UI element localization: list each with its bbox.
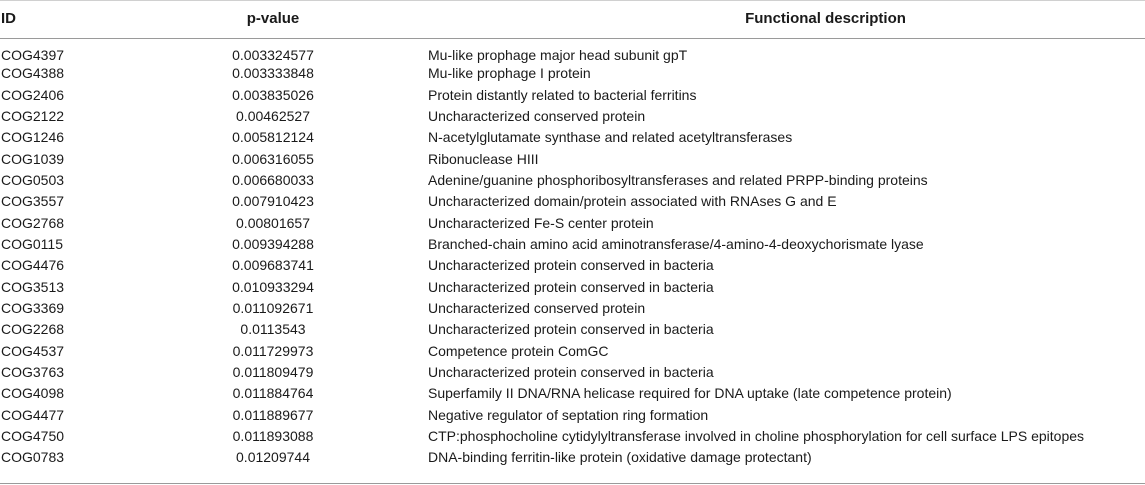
- table-row: [0, 169, 1145, 190]
- cell-description: Uncharacterized conserved protein: [428, 107, 646, 124]
- cell-p-value: 0.01209744: [236, 449, 310, 466]
- cell-id: COG0783: [1, 449, 65, 466]
- cell-description: Branched-chain amino acid aminotransferase/4-amino-4-deoxychorismate lyase: [428, 235, 924, 252]
- cell-p-value: 0.011729973: [232, 342, 314, 359]
- cell-description: Mu-like prophage I protein: [428, 65, 591, 82]
- cell-id: COG2768: [1, 214, 65, 231]
- cell-p-value: 0.003333848: [232, 65, 314, 82]
- cell-p-value: 0.00801657: [236, 214, 310, 231]
- cell-p-value: 0.011809479: [232, 363, 314, 380]
- cell-id: COG3763: [1, 363, 65, 380]
- cell-id: COG2268: [1, 321, 65, 338]
- cell-id: COG4750: [1, 428, 65, 445]
- cell-id: COG4537: [1, 342, 65, 359]
- cell-description: Adenine/guanine phosphoribosyltransferases and related PRPP-binding proteins: [428, 171, 928, 188]
- cell-p-value: 0.007910423: [232, 193, 314, 210]
- cell-id: COG2122: [1, 107, 65, 124]
- table-row: [0, 447, 1145, 468]
- cell-id: COG3557: [1, 193, 65, 210]
- table-row: [0, 361, 1145, 382]
- cell-p-value: 0.011092671: [232, 299, 314, 316]
- cell-p-value: 0.011893088: [232, 428, 314, 445]
- table-row: [0, 319, 1145, 340]
- table-body: [0, 38, 1145, 468]
- cell-description: Uncharacterized protein conserved in bacteria: [428, 257, 714, 274]
- table-header: [0, 0, 1145, 38]
- cell-id: COG4397: [1, 46, 65, 63]
- cell-id: COG0503: [1, 171, 65, 188]
- table-row: [0, 105, 1145, 126]
- header-functional-description: Functional description: [396, 0, 1145, 38]
- cell-description: Uncharacterized protein conserved in bacteria: [428, 321, 714, 338]
- cell-p-value: 0.006316055: [232, 150, 314, 167]
- table-row: [0, 404, 1145, 425]
- top-rule: [0, 0, 1145, 1]
- cell-id: COG3369: [1, 299, 65, 316]
- header-id: ID: [0, 0, 150, 38]
- table-row: [0, 63, 1145, 84]
- cell-id: COG4098: [1, 385, 65, 402]
- table-row: [0, 212, 1145, 233]
- cell-description: Uncharacterized protein conserved in bacteria: [428, 363, 714, 380]
- cell-p-value: 0.011884764: [232, 385, 314, 402]
- table-row: [0, 191, 1145, 212]
- cell-id: COG3513: [1, 278, 65, 295]
- cell-p-value: 0.003835026: [232, 86, 314, 103]
- cell-id: COG1039: [1, 150, 65, 167]
- cell-id: COG0115: [1, 235, 63, 252]
- table-row: [0, 148, 1145, 169]
- cell-id: COG4388: [1, 65, 65, 82]
- cell-description: Uncharacterized conserved protein: [428, 299, 646, 316]
- bottom-rule: [0, 483, 1145, 484]
- table-row: [0, 38, 1145, 63]
- header-p-value: p-value: [150, 0, 396, 38]
- cell-description: Ribonuclease HIII: [428, 150, 539, 167]
- cell-description: Superfamily II DNA/RNA helicase required for DNA uptake (late competence protein): [428, 385, 952, 402]
- cell-p-value: 0.009394288: [232, 235, 314, 252]
- cell-description: Negative regulator of septation ring formation: [428, 406, 709, 423]
- table-row: [0, 84, 1145, 105]
- table-row: [0, 255, 1145, 276]
- cell-id: COG4477: [1, 406, 65, 423]
- cell-description: N-acetylglutamate synthase and related acetyltransferases: [428, 129, 793, 146]
- cell-p-value: 0.006680033: [232, 171, 314, 188]
- cell-id: COG1246: [1, 129, 65, 146]
- cell-description: Uncharacterized protein conserved in bacteria: [428, 278, 714, 295]
- cell-description: Uncharacterized Fe-S center protein: [428, 214, 654, 231]
- cell-p-value: 0.00462527: [236, 107, 310, 124]
- table-row: [0, 276, 1145, 297]
- table-row: [0, 425, 1145, 446]
- cell-p-value: 0.010933294: [232, 278, 314, 295]
- header-row: [0, 0, 1145, 38]
- cell-description: Mu-like prophage major head subunit gpT: [428, 46, 688, 63]
- table-row: [0, 233, 1145, 254]
- cell-p-value: 0.011889677: [232, 406, 314, 423]
- cell-p-value: 0.0113543: [240, 321, 306, 338]
- table-row: [0, 297, 1145, 318]
- cell-p-value: 0.005812124: [232, 129, 314, 146]
- cell-description: Competence protein ComGC: [428, 342, 609, 359]
- cell-description: CTP:phosphocholine cytidylyltransferase involved in choline phosphorylation for cell surface LPS epitopes: [428, 428, 1085, 445]
- table-row: [0, 383, 1145, 404]
- cell-description: Protein distantly related to bacterial ferritins: [428, 86, 697, 103]
- cell-p-value: 0.003324577: [232, 46, 314, 63]
- cell-p-value: 0.009683741: [232, 257, 314, 274]
- cell-description: DNA-binding ferritin-like protein (oxidative damage protectant): [428, 449, 812, 466]
- table-row: [0, 127, 1145, 148]
- cell-description: Uncharacterized domain/protein associated with RNAses G and E: [428, 193, 837, 210]
- cell-id: COG2406: [1, 86, 65, 103]
- table-row: [0, 340, 1145, 361]
- cell-id: COG4476: [1, 257, 65, 274]
